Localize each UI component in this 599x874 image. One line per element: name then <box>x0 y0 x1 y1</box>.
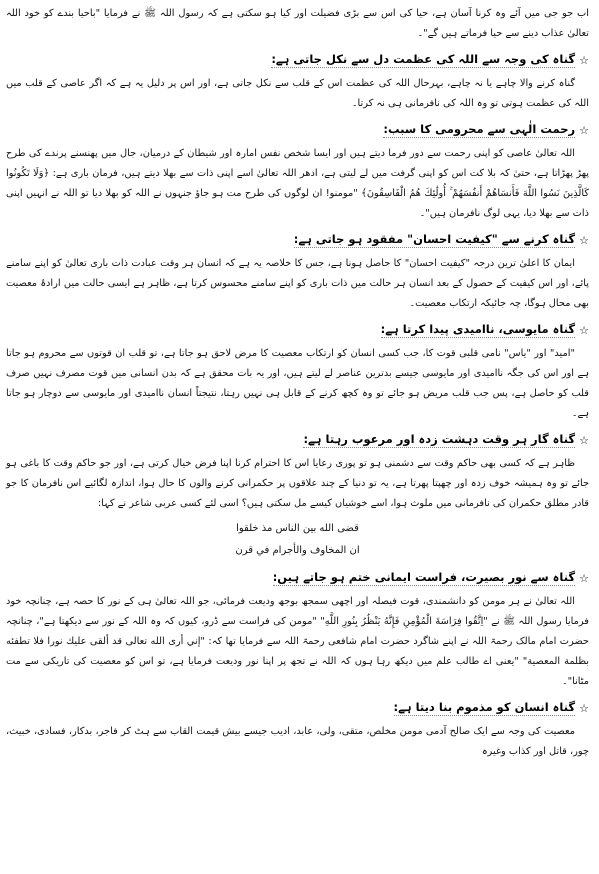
intro-paragraph: اب جو جی میں آئے وہ کرنا آسان ہے، حیا کی اس سے بڑی فضیلت اور کیا ہو سکتی ہے کہ رسول اللہ ﷺ نے فرمایا "باحیا بندے کو خود اللہ تعالیٰ عذاب دینے سے حیا فرماتے ہیں گے"۔ <box>6 8 589 39</box>
section-paragraph: اللہ تعالیٰ عاصی کو اپنی رحمت سے دور فرما دیتے ہیں اور ایسا شخص نفس امارہ اور شیطان کے درمیان، جال میں پھنسنے پرندے کی طرح پھڑ پھڑاتا ہے، حتیٰ کہ بلا کت اس کو اپنی گرفت میں لے لیتی ہے، ادھر اللہ تعالیٰ اسے اپنی ذات سے بھلا دیتے ہیں، فرمان باری ہے: ﴿وَلَا تَكُونُوا كَالَّذِينَ نَسُوا اللَّهَ فَأَنسَاهُمْ أَنفُسَهُمْ ۚ أُولَٰئِكَ هُمُ الْفَاسِقُونَ﴾ "مومنو! ان لوگوں کی طرح مت ہو جاؤ جنہوں نے اللہ کو بھلا دیا تو اللہ نے انہیں اپنی ذات سے بھلا دیا، یہی لوگ نافرمان ہیں"۔ <box>6 148 589 219</box>
section-paragraph: گناہ کرنے والا چاہے یا نہ چاہے، بہرحال اللہ کی عظمت اس کے قلب سے نکل جاتی ہے، اور اس پر دلیل یہ ہے کہ اگر عاصی کے قلب میں اللہ کی عظمت ہوتی تو وہ اللہ کی نافرمانی ہی نہ کرتا۔ <box>6 78 589 109</box>
section-title: گناہ گار ہر وقت دہشت زدہ اور مرعوب رہتا ہے: <box>303 432 576 446</box>
section-paragraph: "امید" اور "یاس" نامی قلبی قوت کا، جب کسی انسان کو ارتکاب معصیت کا مرض لاحق ہو جاتا ہے، تو قلب ان قوتوں سے محروم ہو جاتا ہے اور اس کی جگہ ناامیدی اور مایوسی جیسے بدترین عناصر لے لیتے ہیں، اور یہ بات محقق ہے کہ بدن انسانی میں قوت مصرف نہیں صرف قلب کو حاصل ہے، پس جب قلب مریض ہو جائے تو وہ کچھ کرنے کے قابل ہی نہیں رہتا، نتیجتاً انسان ناامیدی اور مایوسی سے دوچار ہو جاتا ہے۔ <box>6 348 589 419</box>
section-title: گناہ کی وجہ سے اللہ کی عظمت دل سے نکل جاتی ہے: <box>271 52 576 66</box>
section-heading-6 <box>6 568 589 588</box>
section-paragraph: ایمان کا اعلیٰ ترین درجہ "کیفیت احسان" کا حاصل ہونا ہے، جس کا خلاصہ یہ ہے کہ انسان ہر وقت عبادت ذات باری تعالیٰ کو اپنے سامنے پائے، اور اس کیفیت کے حصول کے بعد انسان ہر حالت میں ذات باری کو اپنے سامنے محسوس کرتا ہے، ظاہر ہے ایسی حالت میں ارادۂ معصیت بھی محال ہوگا، چہ جائیکہ ارتکاب معصیت۔ <box>6 258 589 309</box>
star-icon: ☆ <box>579 323 589 337</box>
star-icon: ☆ <box>579 433 589 447</box>
star-icon: ☆ <box>579 701 589 715</box>
section-heading-7 <box>6 698 589 718</box>
section-title: رحمت الٰہی سے محرومی کا سبب: <box>383 122 576 136</box>
section-heading-3 <box>6 230 589 250</box>
poem-verse-2: ان المخاوف والأجرام في قرن <box>235 545 360 556</box>
section-title: گناہ انسان کو مذموم بنا دیتا ہے: <box>393 700 576 714</box>
section-title: گناہ سے نور بصیرت، فراست ایمانی ختم ہو جاتے ہیں: <box>272 570 576 584</box>
arabic-poem <box>6 518 589 562</box>
section-heading-1 <box>6 50 589 70</box>
section-paragraph: اللہ تعالیٰ نے ہر مومن کو دانشمندی، قوت فیصلہ اور اچھی سمجھ بوجھ ودیعت فرمائی، جو اللہ تعالیٰ ہی کے نور کا حصہ ہے، چنانچہ خود فرمایا رسول اللہ ﷺ نے "اِتَّقُوا فِرَاسَةَ الْمُؤْمِنِ فَإِنَّهُ يَنْظُرُ بِنُورِ اللَّهِ" "مومن کی فراست سے ڈرو، کیوں کہ وہ اللہ کے نور سے دیکھتا ہے"، چنانچہ حضرت امام مالک رحمۃ اللہ نے اپنے شاگرد حضرت امام شافعی رحمۃ اللہ سے فرمایا تھا کہ: "إني أرى الله تعالى قد ألقى عليك نورا فلا تطفئه بظلمة المعصية" "یعنی اے طالب علم میں دیکھ رہا ہوں کہ اللہ نے تجھ پر اپنا نور ودیعت فرمایا ہے، تو اس کو معصیت کی تاریکی سے مت مٹانا"۔ <box>6 596 589 687</box>
section-heading-5 <box>6 430 589 450</box>
section-title: گناہ کرنے سے "کیفیت احسان" مفقود ہو جاتی ہے: <box>293 232 576 246</box>
section-heading-4 <box>6 320 589 340</box>
star-icon: ☆ <box>579 233 589 247</box>
poem-verse-1: قضى الله بين الناس مذ خلقوا <box>236 523 359 534</box>
section-heading-2 <box>6 120 589 140</box>
star-icon: ☆ <box>579 53 589 67</box>
section-title: گناہ مایوسی، ناامیدی پیدا کرتا ہے: <box>380 322 576 336</box>
section-paragraph: ظاہر ہے کہ کسی بھی حاکم وقت سے دشمنی ہو تو پوری رعایا اس کا احترام کرنا اپنا فرض خیال کرتی ہے، اور جو حاکم وقت کا باغی ہو جائے تو وہ ہمیشہ خوف زدہ اور چھپتا پھرتا ہے، یہ تو دنیا کے چند علاقوں پر حکمرانی کرنے والوں کا حال ہوا، اندازہ لگائیے اس نافرمان کا جو قادر مطلق حکمران کی نافرمانی میں ملوث ہوا، اسے خوشیاں کیسے مل سکتی ہیں؟ اسی لئے کسی عربی شاعر نے کہا: <box>6 458 589 509</box>
star-icon: ☆ <box>579 571 589 585</box>
star-icon: ☆ <box>579 123 589 137</box>
section-paragraph: معصیت کی وجہ سے ایک صالح آدمی مومن مخلص، متقی، ولی، عابد، ادیب جیسے بیش قیمت القاب سے ہٹ کر فاجر، بدکار، فسادی، خبیث، چور، قاتل اور کذاب وغیرہ <box>6 726 589 757</box>
